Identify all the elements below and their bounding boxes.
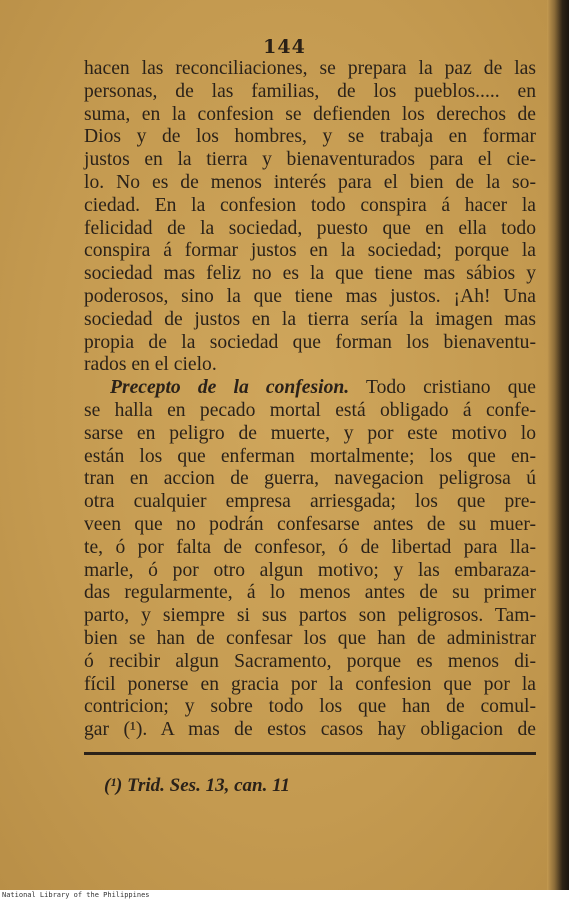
section-first-line <box>84 377 536 400</box>
section-heading: Precepto de la confesion. <box>110 377 350 399</box>
text-line: hacen las reconciliaciones, se prepara la paz de las <box>84 58 536 79</box>
footnote: (¹) Trid. Ses. 13, can. 11 <box>104 775 291 796</box>
library-credit: National Library of the Philippines <box>2 891 150 899</box>
text-line: ó recibir algun Sacramento, porque es menos di- <box>84 650 536 672</box>
text-line: felicidad de la sociedad, puesto que en ella todo <box>84 217 536 239</box>
text-line: sarse en peligro de muerte, y por este motivo lo <box>84 422 536 444</box>
text-line: lo. No es de menos interés para el bien de la so- <box>84 171 536 193</box>
text-line: conspira á formar justos en la sociedad; porque la <box>84 240 536 262</box>
text-line: contricion; y sobre todo los que han de comul- <box>84 696 536 718</box>
text-line: tran en accion de guerra, navegacion peligrosa ú <box>84 468 536 490</box>
text-line: se halla en pecado mortal está obligado á confe- <box>84 399 536 421</box>
text-line: gar (¹). A mas de estos casos hay obligacion de <box>84 719 536 741</box>
text-line: rados en el cielo. <box>84 354 217 376</box>
text-line: te, ó por falta de confesor, ó de libertad para lla- <box>84 536 536 558</box>
text-line: ciedad. En la confesion todo conspira á hacer la <box>84 194 536 216</box>
text-line: das regularmente, á lo menos antes de su primer <box>84 582 536 604</box>
text-line: veen que no podrán confesarse antes de su muer- <box>84 513 536 535</box>
text-line: personas, de las familias, de los pueblos..... en <box>84 80 536 102</box>
footnote-divider <box>84 752 536 755</box>
text-line: poderosos, sino la que tiene mas justos. ¡Ah! Una <box>84 285 536 307</box>
section-first-line-text: Todo cristiano que <box>365 377 537 399</box>
text-line: Dios y de los hombres, y se trabaja en formar <box>84 126 536 148</box>
body-text <box>84 58 536 742</box>
text-line: sociedad de justos en la tierra sería la imagen mas <box>84 308 536 330</box>
page-edge-shadow <box>547 0 569 890</box>
text-line: propia de la sociedad que forman los bienaventu- <box>84 331 536 353</box>
text-line: marle, ó por otro algun motivo; y las embaraza- <box>84 559 536 581</box>
text-line: otra cualquier empresa arriesgada; los que pre- <box>84 491 536 513</box>
text-line: suma, en la confesion se defienden los derechos de <box>84 103 536 125</box>
text-line: bien se han de confesar los que han de administrar <box>84 627 536 649</box>
text-line: justos en la tierra y bienaventurados para el cie- <box>84 149 536 171</box>
text-line: parto, y siempre si sus partos son peligrosos. Tam- <box>84 605 536 627</box>
text-line: sociedad mas feliz no es la que tiene mas sábios y <box>84 263 536 285</box>
text-line: fícil ponerse en gracia por la confesion que por la <box>84 673 536 695</box>
page-number: 144 <box>263 36 306 58</box>
text-line: están los que enferman mortalmente; los que en- <box>84 445 536 467</box>
